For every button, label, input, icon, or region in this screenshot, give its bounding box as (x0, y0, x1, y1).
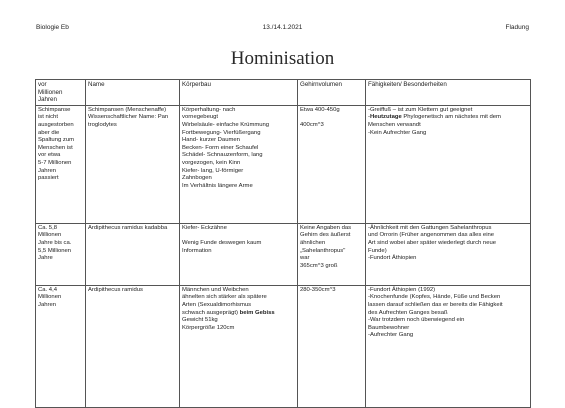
cell-line: Jahre bis ca. (38, 239, 72, 246)
header-date: 13./14.1.2021 (262, 24, 303, 31)
column-header-abilities: Fähigkeiten/ Besonderheiten (366, 80, 531, 106)
cell-body (180, 285, 298, 407)
cell-line: vornegebeugt (182, 114, 219, 121)
cell-line: war (300, 255, 310, 262)
cell-line: Jahre (38, 255, 53, 262)
cell-line: und Orrorin (Früher angenommen das alles eine (368, 232, 495, 239)
cell-line: -Fundort Äthiopien (1992) (368, 286, 436, 293)
cell-line: 5-7 Millionen (38, 159, 72, 166)
cell-line: Wirbelsäule- einfache Krümmung (182, 121, 270, 128)
cell-line: Fortbewegung- Vierfüßergang (182, 129, 261, 136)
cell-line: Funde) (368, 247, 387, 254)
cell-line: Schimpanse (38, 106, 71, 113)
cell-line: 5,5 Millionen (38, 247, 72, 254)
cell-time (36, 285, 86, 407)
cell-name (86, 105, 180, 223)
cell-line: Millionen (38, 294, 62, 301)
cell-line: Spaltung zum (38, 137, 75, 144)
cell-line: ausgestorben (38, 121, 74, 128)
cell-line: ähnlichen (300, 239, 326, 246)
cell-line: Millionen (38, 232, 62, 239)
cell-line: Schädel- Schnauzenform, lang (182, 152, 263, 159)
cell-line: Ardipithecus ramidus (88, 286, 144, 293)
cell-line: Männchen und Weibchen (182, 286, 249, 293)
cell-line: Ardipithecus ramidus kadabba (88, 224, 168, 231)
cell-line: Körperhaltung- nach (182, 106, 236, 113)
cell-line: -War trotzdem noch überwiegend ein (368, 317, 465, 324)
cell-name (86, 285, 180, 407)
cell-line: Wenig Funde deswegen kaum (182, 239, 262, 246)
page-header (36, 24, 529, 34)
cell-line: lassen darauf schließen das er bereits die Fähigkeit (368, 301, 503, 308)
cell-line: Zahnbogen (182, 175, 212, 182)
cell-line: -Kein Aufrechter Gang (368, 129, 427, 136)
cell-line: vorgezogen, kein Kinn (182, 159, 241, 166)
cell-line: Art sind wobei aber später wiederlegt durch neue (368, 239, 497, 246)
cell-abilities (366, 105, 531, 223)
cell-brain (298, 105, 366, 223)
cell-brain (298, 285, 366, 407)
cell-line: Jahren (38, 301, 57, 308)
cell-line: Etwa 400-450g (300, 106, 340, 113)
cell-line: Gehirn des äußerst (300, 232, 351, 239)
cell-body (180, 223, 298, 285)
cell-line: Baumbewohner (368, 324, 410, 331)
cell-line: ähnelten sich stärker als spätere (182, 294, 267, 301)
cell-line: Jahren (38, 167, 57, 174)
table-header-row (36, 80, 531, 106)
cell-line: -Fundort Äthiopien (368, 255, 417, 262)
cell-line: -Aufrechter Gang (368, 332, 414, 339)
cell-line: -Knochenfunde (Kopfes, Hände, Füße und Becken (368, 294, 501, 301)
table-row (36, 223, 531, 285)
cell-line: passiert (38, 175, 59, 182)
cell-line: Körpergröße 120cm (182, 324, 235, 331)
cell-line: -Heutzutage Phylogenetisch am nächstes mit dem (368, 114, 501, 121)
cell-time (36, 223, 86, 285)
cell-line: Schimpansen (Menschenaffe) (88, 106, 167, 113)
cell-line: troglodytes (88, 121, 117, 128)
cell-line: Ca. 5,8 (38, 224, 57, 231)
cell-body (180, 105, 298, 223)
cell-line: 400cm^3 (300, 121, 324, 128)
cell-time (36, 105, 86, 223)
hominisation-table (35, 79, 531, 408)
table-row (36, 105, 531, 223)
cell-line: 280-350cm^3 (300, 286, 336, 293)
cell-line: Menschen verwandt (368, 121, 421, 128)
column-header-brain: Gehirnvolumen (298, 80, 366, 106)
cell-line: Ca. 4,4 (38, 286, 57, 293)
table-body (36, 105, 531, 407)
header-author: Fladung (505, 24, 529, 31)
column-header-body: Körperbau (180, 80, 298, 106)
cell-line (182, 232, 295, 240)
cell-line: schwach ausgeprägt) beim Gebiss (182, 309, 275, 316)
cell-line: Kiefer- lang, U-förmiger (182, 167, 244, 174)
cell-line: „Sahelanthropus" (300, 247, 346, 254)
cell-line: vor etwa (38, 152, 61, 159)
cell-line: Becken- Form einer Schaufel (182, 144, 259, 151)
cell-line: aber die (38, 129, 60, 136)
cell-line: Menschen ist (38, 144, 73, 151)
cell-line: Hand- kurzer Daumen (182, 137, 240, 144)
cell-abilities (366, 285, 531, 407)
cell-line: Kiefer- Eckzähne (182, 224, 227, 231)
cell-name (86, 223, 180, 285)
cell-line: Arten (Sexualdimorhismus (182, 301, 252, 308)
cell-line (300, 114, 363, 122)
cell-line: Keine Angaben das (300, 224, 352, 231)
cell-line: -Ähnlichkeit mit den Gattungen Sahelanthropus (368, 224, 492, 231)
cell-line: Information (182, 247, 212, 254)
document-title: Hominisation (230, 48, 335, 69)
cell-brain (298, 223, 366, 285)
header-course: Biologie Eb (36, 24, 69, 31)
column-header-time: vor Millionen Jahren (36, 80, 86, 106)
cell-line: Gewicht 51kg (182, 317, 218, 324)
cell-line: des Aufrechten Ganges besaß (368, 309, 448, 316)
cell-line: ist nicht (38, 114, 58, 121)
cell-line: -Greiffuß – ist zum Klettern gut geeignet (368, 106, 473, 113)
cell-line: 365cm^3 groß (300, 262, 338, 269)
cell-abilities (366, 223, 531, 285)
column-header-name: Name (86, 80, 180, 106)
table-row (36, 285, 531, 407)
cell-line: Wissenschaftlicher Name: Pan (88, 114, 169, 121)
cell-line: Im Verhältnis längere Arme (182, 182, 253, 189)
